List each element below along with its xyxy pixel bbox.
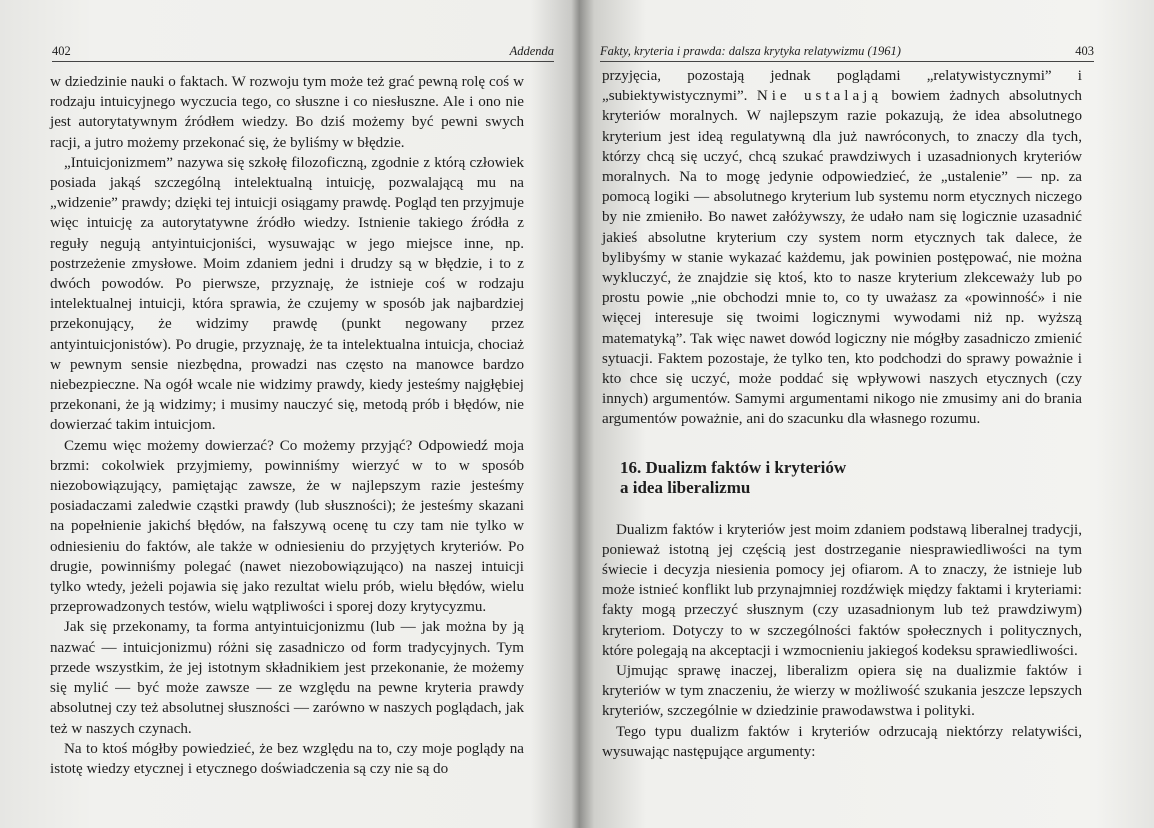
left-paragraph: Jak się przekonamy, ta forma antyintuicjonizmu (lub — jak można by ją nazwać — intuicjonizmu) różni się zasadniczo od form tradycyjnych. Tym przede wszystkim, że jej istotnym składnikiem jest przekonanie, że możemy się mylić — być może zawsze — ze względu na pewne kryteria prawdy absolutnej czy też absolutnej słuszności — zarówno w naszych poglądach, jak też w naszych czynach.	[50, 619, 524, 737]
right-paragraph: Ujmując sprawę inaczej, liberalizm opiera się na dualizmie faktów i kryteriów w tym znaczeniu, że wierzy w możliwość szukania jeszcze lepszych kryteriów, szczególnie w dziedzinie prawodawstwa i polityki.	[602, 663, 1082, 720]
left-page-header	[52, 44, 554, 62]
left-paragraph: Na to ktoś mógłby powiedzieć, że bez względu na to, czy moje poglądy na istotę wiedzy etycznej i etycznego doświadczenia są czy nie są do	[50, 740, 524, 777]
left-paragraph: „Intuicjonizmem” nazywa się szkołę filozoficzną, zgodnie z którą człowiek posiada jakąś szczególną intelektualną intuicję, pozwalającą mu na „widzenie” prawdy; dzięki tej intuicji osiągamy prawdę. Pogląd ten przyjmuje więc intuicję za autorytatywne źródło wiedzy. Istnienie takiego źródła z reguły negują antyintuicjoniści, wysuwając w jego miejsce inne, np. postrzeżenie zmysłowe. Moim zdaniem jedni i drudzy są w błędzie, i to z dwóch powodów. Po pierwsze, przyznaję, że istnieje coś w rodzaju intelektualnej intuicji, która sprawia, że czujemy w sposób jak najbardziej przekonujący, że widzimy prawdę (punkt negowany przez antyintuicjonistów). Po drugie, przyznaję, że ta intelektualna intuicja, chociaż w pewnym sensie niezbędna, prowadzi nas często na manowce bardzo niebezpieczne. Na ogół wcale nie widzimy prawdy, kiedy jesteśmy najgłębiej przekonani, że ją widzimy; i musimy nauczyć się, metodą prób i błędów, nie dowierzać takim intuicjom.	[50, 154, 524, 434]
left-page-body	[50, 72, 524, 779]
right-paragraph: Dualizm faktów i kryteriów jest moim zdaniem podstawą liberalnej tradycji, ponieważ istotną jej częścią jest dostrzeganie niesprawiedliwości na tym świecie i decyzja niesienia pomocy jej ofiarom. A to znaczy, że istnieje lub może istnieć konflikt lub przynajmniej rozdźwięk między faktami i kryteriami: fakty mogą przeczyć słusznym (czy uzasadnionym lub też prawdziwym) kryteriom. Dotyczy to w szczególności faktów społecznych i politycznych, które polegają na akceptacji i wzmocnieniu jakiegoś kodeksu sprawiedliwości.	[602, 521, 1082, 659]
left-paragraph: w dziedzinie nauki o faktach. W rozwoju tym może też grać pewną rolę coś w rodzaju intuicyjnego wyczucia tego, co słuszne i co niesłuszne. Ale i ono nie jest autorytatywnym źródłem wiedzy. Bo dziś możemy być pewni swych racji, a jutro możemy przekonać się, że byliśmy w błędzie.	[50, 74, 524, 151]
right-running-header: Fakty, kryteria i prawda: dalsza krytyka relatywizmu (1961)	[600, 44, 901, 58]
left-running-header: Addenda	[509, 44, 554, 58]
paragraph-text: przyjęcia, pozostają jednak poglądami „relatywistycznymi” i „subiektywistycznymi”.	[602, 68, 1082, 105]
right-paragraph: Tego typu dualizm faktów i kryteriów odrzucają niektórzy relatywiści, wysuwając następujące argumenty:	[602, 723, 1082, 760]
left-page	[0, 0, 576, 828]
section-heading-line: 16. Dualizm faktów i kryteriów	[620, 457, 847, 477]
paragraph-text: bowiem żadnych absolutnych kryteriów moralnych. W najlepszym razie pokazują, że idea absolutnego kryterium jest ideą regulatywną dla już nawróconych, to znaczy dla tych, którzy chcą się uczyć, chcą szukać prawdziwych i uzasadnionych kryteriów moralnych. Na to mogę jedynie odpowiedzieć, że „ustalenie” — np. za pomocą logiki — absolutnego kryterium lub systemu norm etycznych niczego by nie zmieniło. Bo nawet załóżywszy, że udało nam się logicznie uzasadnić jakieś absolutne kryterium czy system norm etycznych tak dalece, że bylibyśmy w stanie wykazać każdemu, jak powinien postępować, nie można wykluczyć, że znajdzie się ktoś, kto to nasze kryterium zlekceważy lub po prostu powie „nie obchodzi mnie to, co ty uważasz za «powinność» i nie więcej interesuje się twoimi logicznymi wywodami niż np. wyższą matematyką”. Tak więc nawet dowód logiczny nie mógłby zasadniczo zmienić sytuacji. Faktem pozostaje, że tylko ten, kto podchodzi do sprawy poważnie i kto chce się uczyć, może poddać się wpływowi naszych etycznych (czy innych) argumentów. Samymi argumentami nikogo nie zmusimy ani do brania argumentów poważnie, ani do szacunku dla własnego rozumu.	[602, 88, 1082, 428]
left-page-number: 402	[52, 44, 71, 58]
section-heading-line: a idea liberalizmu	[620, 477, 751, 497]
right-paragraph	[602, 66, 1082, 430]
left-paragraph: Czemu więc możemy dowierzać? Co możemy przyjąć? Odpowiedź moja brzmi: cokolwiek przyjmiemy, powinniśmy wierzyć w to w sposób niezobowiązujący, pamiętając zawsze, że w najlepszym razie jesteśmy posiadaczami zaledwie cząstki prawdy (lub słuszności); że jesteśmy skazani na popełnienie jakichś błędów, na fałszywą ocenę tu czy tam nie tylko w odniesieniu do faktów, ale także w odniesieniu do przyjętych kryteriów. Po drugie, powinniśmy polegać (nawet niezobowiązująco) na naszej intuicji tylko wtedy, jeżeli pojawia się jako rezultat wielu prób, wielu błędów, wielu przeprowadzonych testów, wielu wątpliwości i sporej dozy krytycyzmu.	[50, 437, 524, 616]
section-heading	[602, 458, 1082, 498]
spaced-emphasis: Nie ustalają	[756, 88, 883, 105]
right-page-body	[602, 66, 1082, 762]
right-page-header	[600, 44, 1094, 62]
right-page	[580, 0, 1154, 828]
right-page-number: 403	[1075, 44, 1094, 58]
